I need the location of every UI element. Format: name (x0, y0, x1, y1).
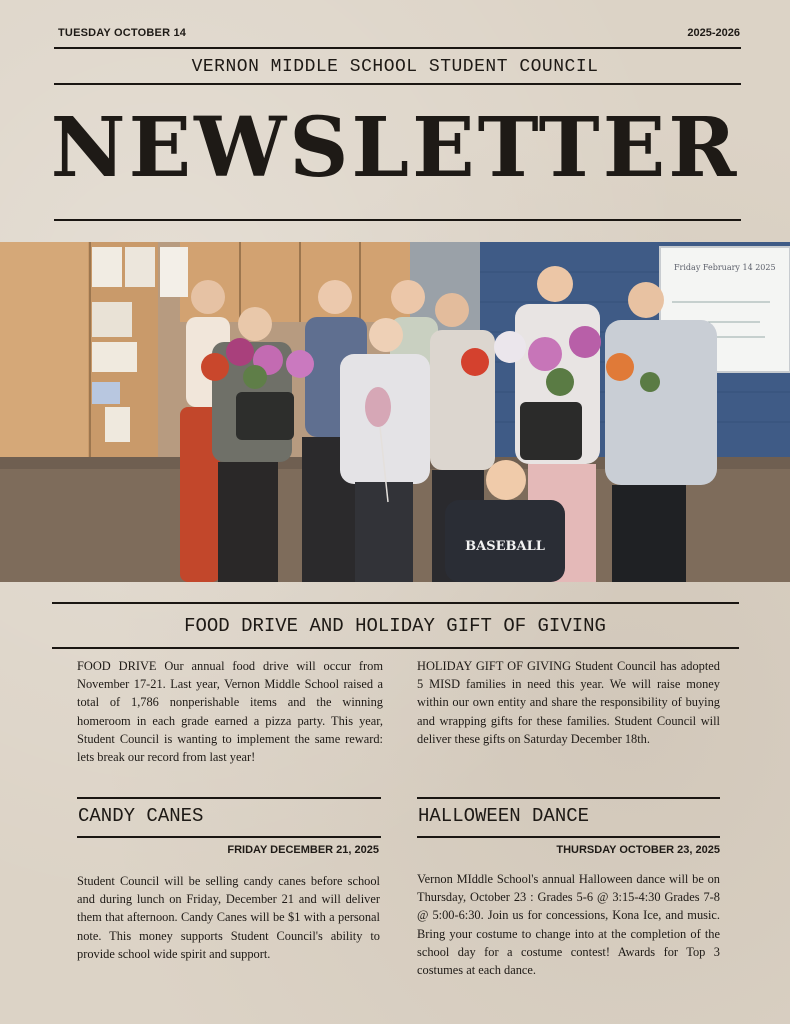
header-rule-bottom (54, 219, 741, 221)
gift-of-giving-text: HOLIDAY GIFT OF GIVING Student Council has adopted 5 MISD families in need this year. We will raise money within our own entity and share the responsibility of buying and wrapping gifts for these families. Student Council will deliver these gifts on Saturday December 18th. (417, 659, 720, 746)
header-rule-top (54, 47, 741, 49)
halloween-dance-title: HALLOWEEN DANCE (418, 805, 590, 827)
halloween-rule-top (417, 797, 720, 799)
feature-rule-bottom (52, 647, 739, 649)
halloween-rule-bottom (417, 836, 720, 838)
candy-canes-date: FRIDAY DECEMBER 21, 2025 (227, 844, 379, 856)
group-photo (0, 242, 790, 582)
svg-text:BASEBALL: BASEBALL (465, 539, 545, 554)
masthead-title: NEWSLETTER (50, 100, 740, 196)
feature-title: FOOD DRIVE AND HOLIDAY GIFT OF GIVING (184, 615, 606, 637)
feature-rule-top (52, 602, 739, 604)
issue-date: TUESDAY OCTOBER 14 (58, 27, 187, 39)
whiteboard-text: Friday February 14 2025 (674, 263, 776, 272)
candy-canes-title: CANDY CANES (78, 805, 204, 827)
candy-rule-top (77, 797, 381, 799)
school-year: 2025-2026 (687, 27, 740, 39)
food-drive-text: FOOD DRIVE Our annual food drive will occur from November 17-21. Last year, Vernon Middle School raised a total of 1,786 nonperishable items and the winning homeroom in each grade earned a pizza party. This year, Student Council is wanting to implement the same reward: lets break our record from last year! (77, 659, 383, 765)
halloween-dance-text: Vernon MIddle School's annual Halloween dance will be on Thursday, October 23 : Grades 5-6 @ 3:15-4:30 Grades 7-8 @ 5:00-6:30. Join us for concessions, Kona Ice, and music. Bring your costume to change into at the completion of the school day for a costume contest! Awards for Top 3 costumes at each dance. (417, 872, 720, 978)
candy-rule-bottom (77, 836, 381, 838)
candy-canes-text: Student Council will be selling candy canes before school and during lunch on Friday, December 21 and will deliver them that afternoon. Candy Canes will be $1 with a personal note. This money supports Student Council's ability to provide school wide spirit and support. (77, 874, 380, 961)
header-rule-middle (54, 83, 741, 85)
halloween-dance-date: THURSDAY OCTOBER 23, 2025 (556, 844, 720, 856)
organization-name: VERNON MIDDLE SCHOOL STUDENT COUNCIL (191, 57, 599, 77)
